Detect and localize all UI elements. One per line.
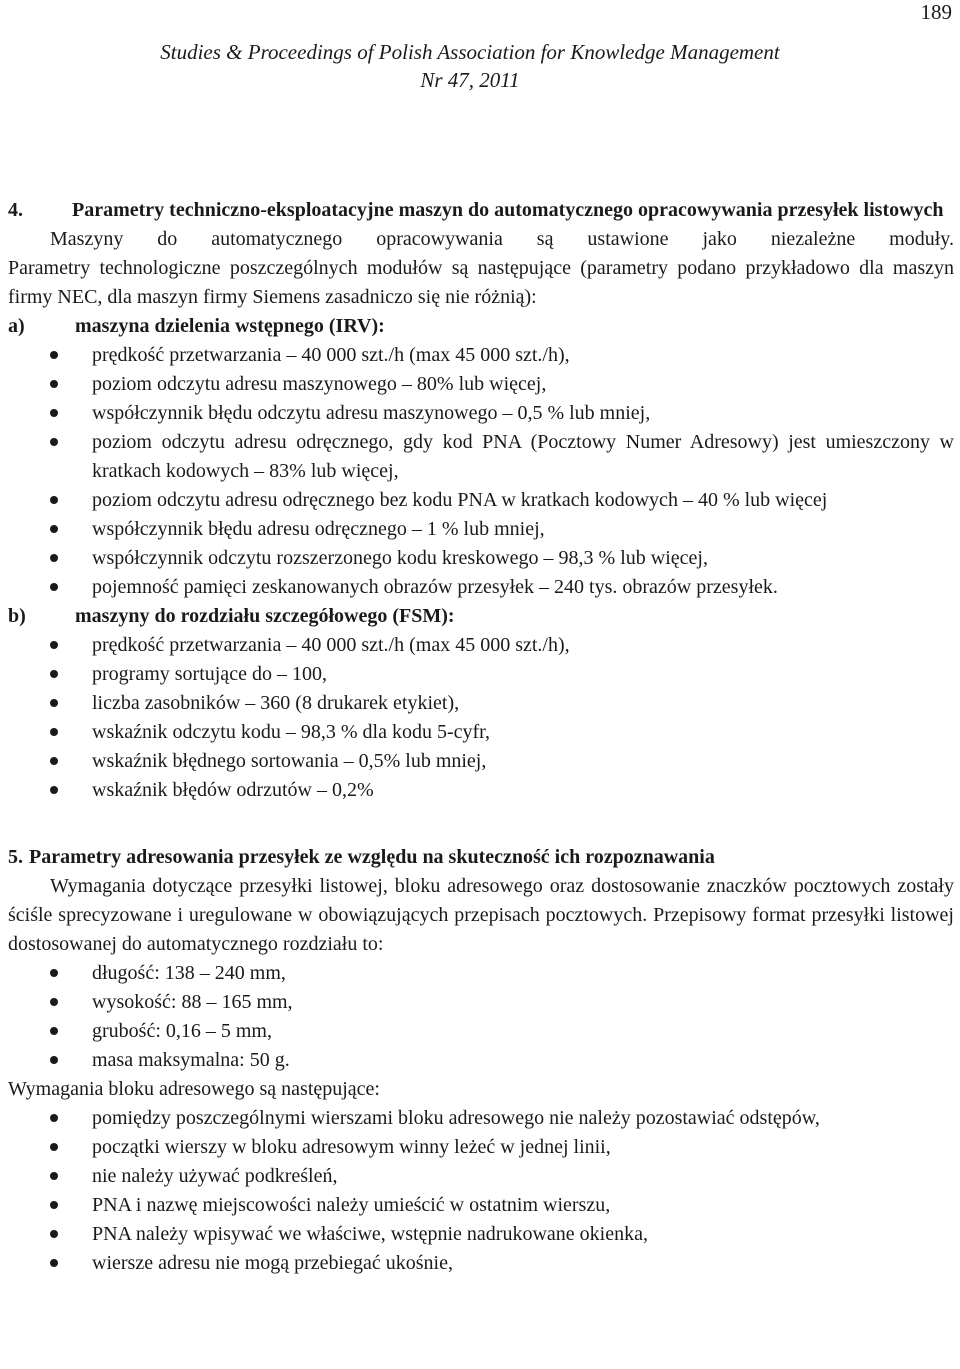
list-item: wskaźnik błędów odrzutów – 0,2% bbox=[8, 776, 954, 805]
bullet-icon bbox=[8, 573, 92, 602]
list-item: PNA należy wpisywać we właściwe, wstępnie nadrukowane okienka, bbox=[8, 1220, 954, 1249]
bullet-icon bbox=[8, 631, 92, 660]
fsm-parameter-list bbox=[8, 631, 954, 805]
intro-text: Maszyny do automatycznego opracowywania są ustawione jako niezależne moduły. bbox=[50, 228, 954, 250]
bullet-icon bbox=[8, 1017, 92, 1046]
bullet-icon bbox=[8, 747, 92, 776]
list-item: liczba zasobników – 360 (8 drukarek etykiet), bbox=[8, 689, 954, 718]
list-item: wiersze adresu nie mogą przebiegać ukośnie, bbox=[8, 1249, 954, 1278]
section-number: 4. bbox=[8, 199, 23, 221]
bullet-icon bbox=[8, 776, 92, 805]
list-item: poziom odczytu adresu maszynowego – 80% lub więcej, bbox=[8, 370, 954, 399]
section-heading-5 bbox=[8, 843, 954, 872]
bullet-icon bbox=[8, 1104, 92, 1133]
irv-parameter-list bbox=[8, 341, 954, 602]
body-text bbox=[8, 196, 954, 1278]
page-number: 189 bbox=[920, 0, 952, 24]
list-item: początki wierszy w bloku adresowym winny leżeć w jednej linii, bbox=[8, 1133, 954, 1162]
bullet-icon bbox=[8, 544, 92, 573]
section-heading-4 bbox=[8, 196, 954, 225]
list-item: pojemność pamięci zeskanowanych obrazów przesyłek – 240 tys. obrazów przesyłek. bbox=[8, 573, 954, 602]
format-list bbox=[8, 959, 954, 1075]
address-block-list bbox=[8, 1104, 954, 1278]
list-item: poziom odczytu adresu odręcznego bez kodu PNA w kratkach kodowych – 40 % lub więcej bbox=[8, 486, 954, 515]
bullet-icon bbox=[8, 1133, 92, 1162]
list-item: długość: 138 – 240 mm, bbox=[8, 959, 954, 988]
intro-paragraph: Parametry technologiczne poszczególnych modułów są następujące (parametry podano przykładowo dla maszyn firmy NEC, dla maszyn firmy Siemens zasadniczo się nie różnią): bbox=[8, 257, 954, 308]
subsection-a-heading bbox=[8, 312, 954, 341]
section-title: Parametry techniczno-eksploatacyjne maszyn do automatycznego opracowywania przesyłek listowych bbox=[72, 199, 944, 221]
bullet-icon bbox=[8, 1249, 92, 1278]
list-item: współczynnik błędu odczytu adresu maszynowego – 0,5 % lub mniej, bbox=[8, 399, 954, 428]
subsection-title: maszyny do rozdziału szczegółowego (FSM): bbox=[75, 605, 455, 627]
journal-title: Studies & Proceedings of Polish Association for Knowledge Management bbox=[160, 40, 780, 64]
list-item: współczynnik odczytu rozszerzonego kodu kreskowego – 98,3 % lub więcej, bbox=[8, 544, 954, 573]
bullet-icon bbox=[8, 399, 92, 428]
bullet-icon bbox=[8, 515, 92, 544]
list-item: PNA i nazwę miejscowości należy umieścić w ostatnim wierszu, bbox=[8, 1191, 954, 1220]
requirements-paragraph: Wymagania dotyczące przesyłki listowej, bloku adresowego oraz dostosowanie znaczków pocztowych zostały ściśle sprecyzowane i uregulowane w obowiązujących przepisach pocztowych. Przepisowy format przesyłki listowej dostosowanej do automatycznego rozdziału to: bbox=[8, 875, 954, 955]
list-item: współczynnik błędu adresu odręcznego – 1 % lub mniej, bbox=[8, 515, 954, 544]
bullet-icon bbox=[8, 428, 92, 486]
bullet-icon bbox=[8, 486, 92, 515]
list-item: wysokość: 88 – 165 mm, bbox=[8, 988, 954, 1017]
list-item: programy sortujące do – 100, bbox=[8, 660, 954, 689]
bullet-icon bbox=[8, 370, 92, 399]
bullet-icon bbox=[8, 959, 92, 988]
address-block-intro: Wymagania bloku adresowego są następujące: bbox=[8, 1078, 380, 1100]
bullet-icon bbox=[8, 1191, 92, 1220]
list-item: masa maksymalna: 50 g. bbox=[8, 1046, 954, 1075]
list-item: prędkość przetwarzania – 40 000 szt./h (max 45 000 szt./h), bbox=[8, 341, 954, 370]
list-item: prędkość przetwarzania – 40 000 szt./h (max 45 000 szt./h), bbox=[8, 631, 954, 660]
subsection-b-heading bbox=[8, 602, 954, 631]
bullet-icon bbox=[8, 1162, 92, 1191]
bullet-icon bbox=[8, 718, 92, 747]
journal-issue: Nr 47, 2011 bbox=[420, 68, 520, 92]
subsection-title: maszyna dzielenia wstępnego (IRV): bbox=[75, 315, 385, 337]
list-item: wskaźnik odczytu kodu – 98,3 % dla kodu 5-cyfr, bbox=[8, 718, 954, 747]
bullet-icon bbox=[8, 1046, 92, 1075]
list-item: pomiędzy poszczególnymi wierszami bloku adresowego nie należy pozostawiać odstępów, bbox=[8, 1104, 954, 1133]
bullet-icon bbox=[8, 988, 92, 1017]
bullet-icon bbox=[8, 1220, 92, 1249]
intro-line bbox=[8, 225, 954, 254]
list-item: nie należy używać podkreśleń, bbox=[8, 1162, 954, 1191]
list-item: wskaźnik błędnego sortowania – 0,5% lub mniej, bbox=[8, 747, 954, 776]
subsection-label: a) bbox=[8, 315, 25, 337]
bullet-icon bbox=[8, 689, 92, 718]
section-number: 5. bbox=[8, 846, 23, 868]
bullet-icon bbox=[8, 660, 92, 689]
subsection-label: b) bbox=[8, 605, 26, 627]
section-title: Parametry adresowania przesyłek ze względu na skuteczność ich rozpoznawania bbox=[29, 846, 715, 868]
list-item: poziom odczytu adresu odręcznego, gdy kod PNA (Pocztowy Numer Adresowy) jest umieszczony w kratkach kodowych – 83% lub więcej, bbox=[8, 428, 954, 486]
bullet-icon bbox=[8, 341, 92, 370]
list-item: grubość: 0,16 – 5 mm, bbox=[8, 1017, 954, 1046]
